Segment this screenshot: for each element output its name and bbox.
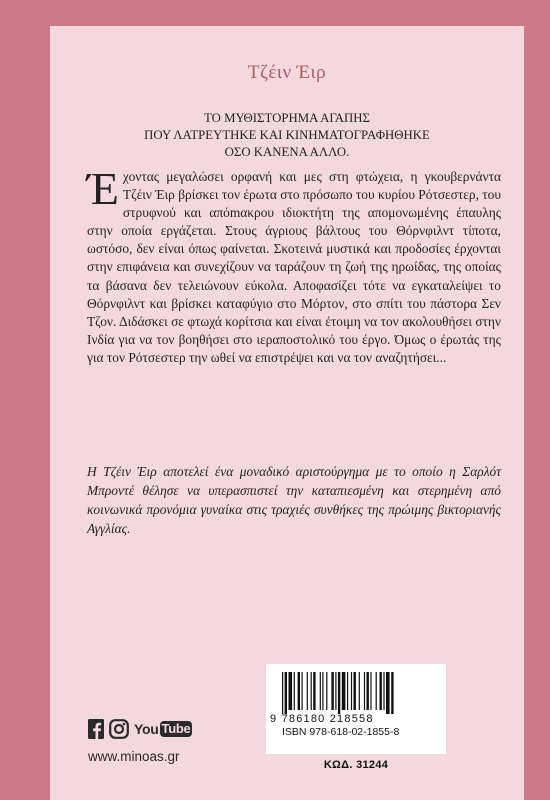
barcode-bar: [322, 672, 323, 710]
description-paragraph: Η Τζέιν Έιρ αποτελεί ένα μοναδικό αριστούργημα με το οποίο η Σαρλότ Μπροντέ θέλησε να υπερασπιστεί την καταπιεσμένη και στερημένη από κοινωνικά προνόμια γυναίκα στις τραχιές συνθήκες της πρώιμης βικτοριανής Αγγλίας.: [87, 464, 501, 536]
barcode-box: [266, 664, 446, 754]
author-title: Τζέιν Έιρ: [247, 62, 327, 83]
barcode-bar: [298, 672, 300, 710]
barcode-bar: [359, 672, 360, 710]
barcode-bar: [354, 672, 356, 710]
barcode-bar: [364, 672, 365, 710]
barcode-bar: [367, 672, 369, 710]
youtube-you: You: [134, 721, 159, 737]
tagline-line-3: ΟΣΟ ΚΑΝΕΝΑ ΑΛΛΟ.: [224, 145, 350, 159]
tagline: [50, 110, 524, 161]
youtube-tube: Tube: [161, 721, 191, 736]
barcode-bar: [289, 672, 293, 710]
barcode-bar: [391, 672, 393, 714]
tagline-line-2: ΠΟΥ ΛΑΤΡΕΥΤΗΚΕ ΚΑΙ ΚΙΝΗΜΑΤΟΓΡΑΦΗΘΗΚΕ: [144, 128, 430, 142]
barcode-digits: 9 786180 218558: [270, 713, 374, 725]
drop-cap: Έ: [87, 163, 119, 214]
barcode-bar: [376, 672, 377, 710]
barcode-bar: [282, 672, 283, 714]
barcode-bar: [331, 672, 333, 710]
barcode-bar: [302, 672, 303, 710]
barcode-bar: [380, 672, 382, 710]
tagline-line-1: ΤΟ ΜΥΘΙΣΤΟΡΗΜΑ ΑΓΑΠΗΣ: [204, 111, 370, 125]
barcode-bar: [351, 672, 352, 710]
instagram-icon[interactable]: [109, 719, 129, 739]
barcode-bar: [294, 672, 295, 710]
barcode-bar: [338, 672, 340, 714]
barcode-bar: [347, 672, 348, 710]
barcode-bar: [386, 672, 390, 714]
isbn-text: ISBN 978-618-02-1855-8: [282, 726, 400, 738]
barcode-bar: [326, 672, 327, 710]
barcode-bar: [320, 672, 321, 710]
barcode-bars: [276, 672, 436, 714]
website-link[interactable]: www.minoas.gr: [88, 749, 180, 764]
barcode-bar: [311, 672, 312, 710]
blurb-text: χοντας μεγαλώσει ορφανή και μες στη φτώχεια, η γκουβερνάντα Τζέιν Έιρ βρίσκει τον έρωτα στο πρόσωπο του κυρίου Ρότσεστερ, του στρυφνού και απόmακρου ιδιοκτήτη της απομονωμένης έπαυλης στην οποία εργάζεται. Στους άγριους βάλτους του Θόρνφιλντ τίποτα, ωστόσο, δεν είναι όπως φαίνεται. Σκοτεινά μυστικά και προδοσίες έρχονται στην επιφάνεια και συνεχίζουν να ταράζουν τη ζωή της ηρωίδας, της οποίας τα βάσανα δεν τελειώνουν εύκολα. Αποφασίζει τότε να εγκαταλείψει το Θόρνφιλντ και βρίσκει καταφύγιο στο Μόρτον, στο σπίτι του πάστορα Σεν Τζον. Διδάσκει σε φτωχά κορίτσια και είναι έτοιμη να τον ακολουθήσει στην Ινδία για να τον βοηθήσει στο ιεραποστολικό του έργο. Όμως ο έρωτάς της για τον Ρότσεστερ την ωθεί να επιστρέψει και να τον αναζητήσει...: [87, 169, 501, 365]
product-code: ΚΩΔ. 31244: [323, 759, 389, 771]
barcode-bar: [313, 672, 315, 710]
barcode-bar: [383, 672, 384, 710]
barcode-bar: [370, 672, 371, 710]
barcode-bar: [335, 672, 336, 710]
youtube-icon[interactable]: [134, 721, 192, 737]
social-links: [88, 719, 192, 739]
facebook-icon[interactable]: [88, 719, 104, 739]
barcode-bar: [307, 672, 308, 710]
barcode-bar: [285, 672, 287, 714]
blurb-paragraph: [87, 163, 501, 367]
barcode-bar: [342, 672, 346, 710]
